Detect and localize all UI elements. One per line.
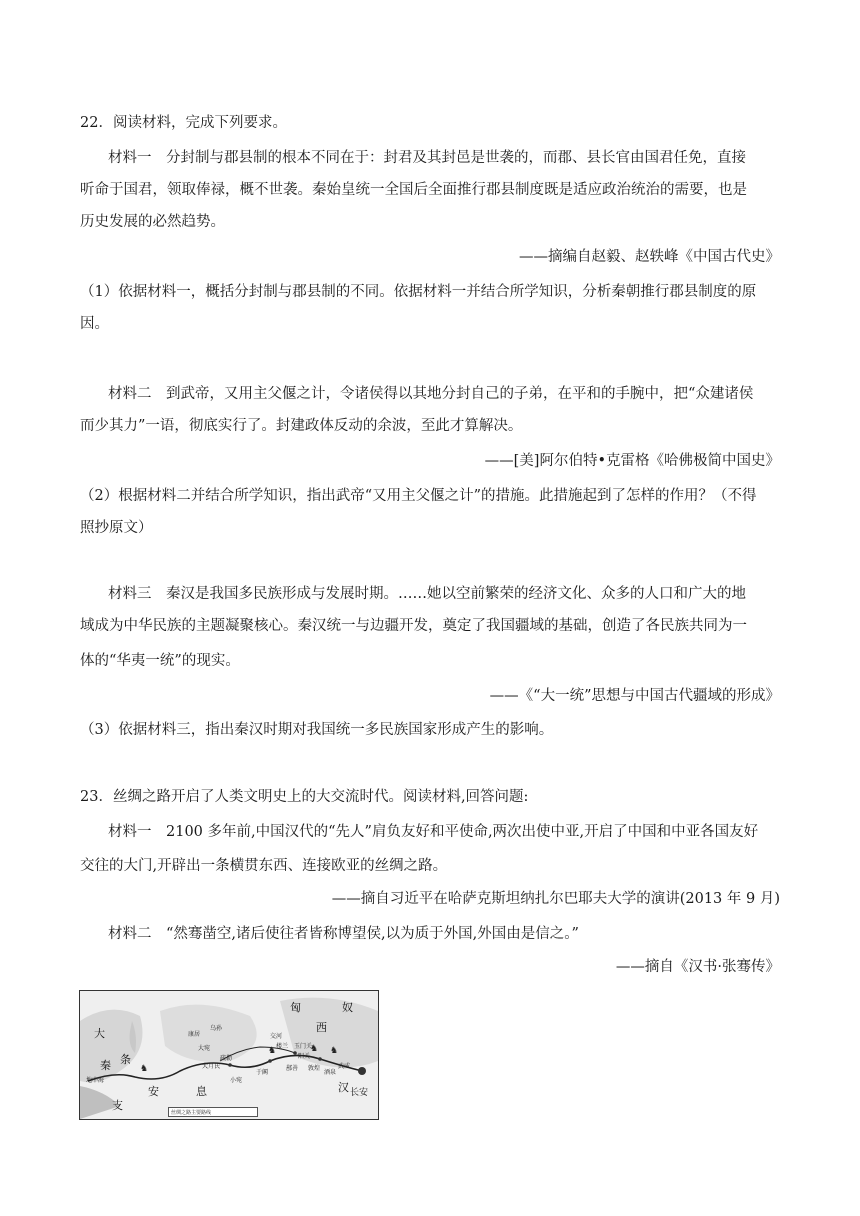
city-marker-4 xyxy=(318,1057,322,1061)
q22-material3-source: ——《“大一统”思想与中国古代疆域的形成》 xyxy=(489,688,780,704)
map-label-yutian: 于阗 xyxy=(256,1069,269,1076)
map-label-qin: 秦 xyxy=(100,1059,111,1072)
q22-question3: （3）依据材料三，指出秦汉时期对我国统一多民族国家形成产生的影响。 xyxy=(80,722,554,738)
q22-material2-source: ——[美]阿尔伯特•克雷格《哈佛极简中国史》 xyxy=(484,453,780,469)
map-label-dayuezhi: 大月氏 xyxy=(202,1063,221,1070)
map-label-shanshan: 鄯善 xyxy=(286,1065,299,1072)
q22-heading: 22．阅读材料，完成下列要求。 xyxy=(80,115,287,131)
q22-material2-line2: 而少其力”一语，彻底实行了。封建政体反动的余波，至此才算解决。 xyxy=(80,418,523,434)
city-marker-3 xyxy=(293,1051,297,1055)
map-label-loulan: 楼兰 xyxy=(276,1043,289,1050)
city-marker-1 xyxy=(228,1063,232,1067)
map-label-an: 安 xyxy=(148,1085,159,1098)
q22-question1-line1: （1）依据材料一，概括分封制与郡县制的不同。依据材料一并结合所学知识，分析秦朝推行郡县制度的原 xyxy=(80,284,757,300)
map-label-wuwei: 武威 xyxy=(338,1063,351,1070)
q23-material2-source: ——摘自《汉书·张骞传》 xyxy=(615,959,780,975)
map-label-xi: 西 xyxy=(316,1021,327,1034)
changan-marker xyxy=(358,1067,366,1075)
map-label-da: 大 xyxy=(94,1027,105,1040)
q23-material2-line: 材料二 “然骞凿空,诸后使往者皆称博望侯,以为质于外国,外国由是信之。” xyxy=(108,926,579,942)
camel-icon-4: ♞ xyxy=(330,1046,339,1056)
q22-material3-line1: 材料三 秦汉是我国多民族形成与发展时期。……她以空前繁荣的经济文化、众多的人口和广大的地 xyxy=(108,586,746,602)
map-label-xi2: 息 xyxy=(196,1085,207,1098)
camel-icon-1: ♞ xyxy=(140,1064,149,1074)
map-label-dilan: 地中海 xyxy=(86,1077,105,1084)
q22-material3-line3: 体的“华夷一统”的现实。 xyxy=(80,653,240,669)
map-label-jiuquan: 酒泉 xyxy=(324,1069,337,1076)
q22-material1-source: ——摘编自赵毅、赵轶峰《中国古代史》 xyxy=(519,249,780,265)
q23-material1-line2: 交往的大门,开辟出一条横贯东西、连接欧亚的丝绸之路。 xyxy=(80,858,448,874)
map-label-wusun: 乌孙 xyxy=(210,1025,223,1032)
map-label-han: 汉 xyxy=(338,1081,349,1094)
map-label-yangguan: 阳关 xyxy=(298,1053,311,1060)
q23-heading: 23．丝绸之路开启了人类文明史上的大交流时代。阅读材料,回答问题: xyxy=(80,789,529,805)
silk-road-map xyxy=(79,990,379,1120)
city-marker-2 xyxy=(268,1059,272,1063)
q22-material2-line1: 材料二 到武帝，又用主父偃之计，令诸侯得以其地分封自己的子弟，在平和的手腕中，把“众建诸侯 xyxy=(108,386,754,402)
map-label-shulei: 疏勒 xyxy=(220,1055,233,1062)
map-label-kangju: 康居 xyxy=(188,1031,201,1038)
map-legend xyxy=(168,1107,258,1117)
map-label-changan: 长安 xyxy=(350,1088,369,1098)
q22-question2-line2: 照抄原文） xyxy=(80,520,153,536)
q22-question2-line1: （2）根据材料二并结合所学知识，指出武帝“又用主父偃之计”的措施。此措施起到了怎样的作用？（不得 xyxy=(80,488,757,504)
map-label-xiaowan: 小宛 xyxy=(230,1077,243,1084)
q22-question1-line2: 因。 xyxy=(80,316,109,332)
map-label-yumenguan: 玉门关 xyxy=(294,1043,313,1050)
map-label-tiao: 条 xyxy=(120,1053,131,1066)
q23-material1-line1: 材料一 2100 多年前,中国汉代的“先人”肩负友好和平使命,两次出使中亚,开启了中国和中亚各国友好 xyxy=(108,824,759,840)
q22-material1-line2: 听命于国君，领取俸禄，概不世袭。秦始皇统一全国后全面推行郡县制度既是适应政治统治的需要，也是 xyxy=(80,182,747,198)
q23-material1-source: ——摘自习近平在哈萨克斯坦纳扎尔巴耶夫大学的演讲(2013 年 9 月) xyxy=(331,891,780,907)
map-label-xiongnu-1: 匈 xyxy=(290,1001,301,1014)
q22-material1-line3: 历史发展的必然趋势。 xyxy=(80,214,225,230)
camel-icon-2: ♞ xyxy=(268,1046,277,1056)
map-label-dunhuang: 敦煌 xyxy=(308,1065,321,1072)
camel-icon-3: ♞ xyxy=(310,1044,319,1054)
map-label-xiongnu-2: 奴 xyxy=(342,1001,353,1014)
map-legend-text: 丝绸之路主要路线 xyxy=(171,1110,212,1116)
map-label-dawan: 大宛 xyxy=(198,1045,211,1052)
q22-material1-line1: 材料一 分封制与郡县制的根本不同在于：封君及其封邑是世袭的，而郡、县长官由国君任免，直接 xyxy=(108,150,746,166)
map-label-jiaohe: 交河 xyxy=(270,1033,283,1040)
q22-material3-line2: 域成为中华民族的主题凝聚核心。秦汉统一与边疆开发，奠定了我国疆域的基础，创造了各民族共同为一 xyxy=(80,618,747,634)
map-label-zhi: 支 xyxy=(112,1099,123,1112)
